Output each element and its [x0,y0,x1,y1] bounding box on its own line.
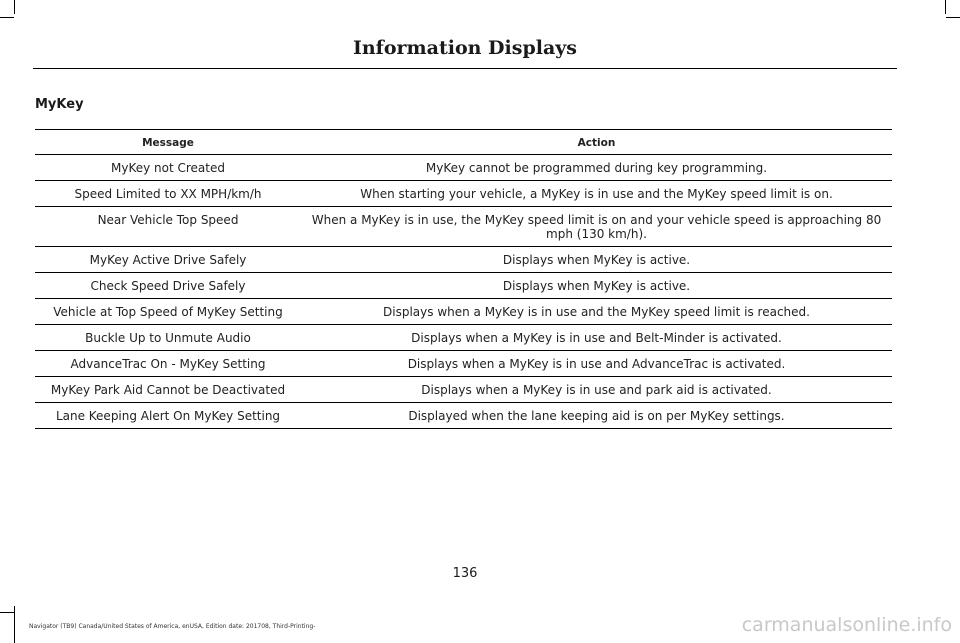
table-row [35,155,892,181]
action-cell: MyKey cannot be programmed during key programming. [301,155,892,181]
crop-mark [0,612,14,613]
message-cell: Lane Keeping Alert On MyKey Setting [35,403,301,429]
table-row [35,247,892,273]
message-cell: Check Speed Drive Safely [35,273,301,299]
action-cell: Displays when a MyKey is in use and Belt-Minder is activated. [301,325,892,351]
title-divider [33,68,897,69]
action-cell: Displays when a MyKey is in use and AdvanceTrac is activated. [301,351,892,377]
edition-footer: Navigator (TB9) Canada/United States of America, enUSA, Edition date: 201708, Third-Printing- [29,623,316,630]
crop-mark [0,17,14,18]
message-cell: MyKey Active Drive Safely [35,247,301,273]
action-cell: Displays when MyKey is active. [301,273,892,299]
action-cell: Displays when a MyKey is in use and park aid is activated. [301,377,892,403]
action-cell: When a MyKey is in use, the MyKey speed limit is on and your vehicle speed is approaching 80 mph (130 km/h). [301,207,892,247]
message-cell: Vehicle at Top Speed of MyKey Setting [35,299,301,325]
message-cell: Buckle Up to Unmute Audio [35,325,301,351]
column-header-message: Message [35,130,301,155]
table-header-row [35,130,892,155]
table-row [35,207,892,247]
table-row [35,325,892,351]
action-cell: When starting your vehicle, a MyKey is in use and the MyKey speed limit is on. [301,181,892,207]
page-number: 136 [452,566,478,581]
section-heading: MyKey [35,97,84,112]
table-row [35,351,892,377]
table-row [35,403,892,429]
mykey-messages-table [35,129,892,429]
message-cell: Near Vehicle Top Speed [35,207,301,247]
table-row [35,181,892,207]
table-row [35,299,892,325]
message-cell: AdvanceTrac On - MyKey Setting [35,351,301,377]
table-row [35,273,892,299]
column-header-action: Action [301,130,892,155]
table-row [35,377,892,403]
crop-mark [14,0,15,14]
crop-mark [945,0,946,14]
crop-mark [14,606,15,643]
crop-mark [946,17,960,18]
action-cell: Displays when a MyKey is in use and the MyKey speed limit is reached. [301,299,892,325]
message-cell: MyKey Park Aid Cannot be Deactivated [35,377,301,403]
action-cell: Displayed when the lane keeping aid is on per MyKey settings. [301,403,892,429]
action-cell: Displays when MyKey is active. [301,247,892,273]
page-title: Information Displays [352,37,577,59]
watermark: carmanualsonline.info [741,614,952,636]
message-cell: MyKey not Created [35,155,301,181]
message-cell: Speed Limited to XX MPH/km/h [35,181,301,207]
